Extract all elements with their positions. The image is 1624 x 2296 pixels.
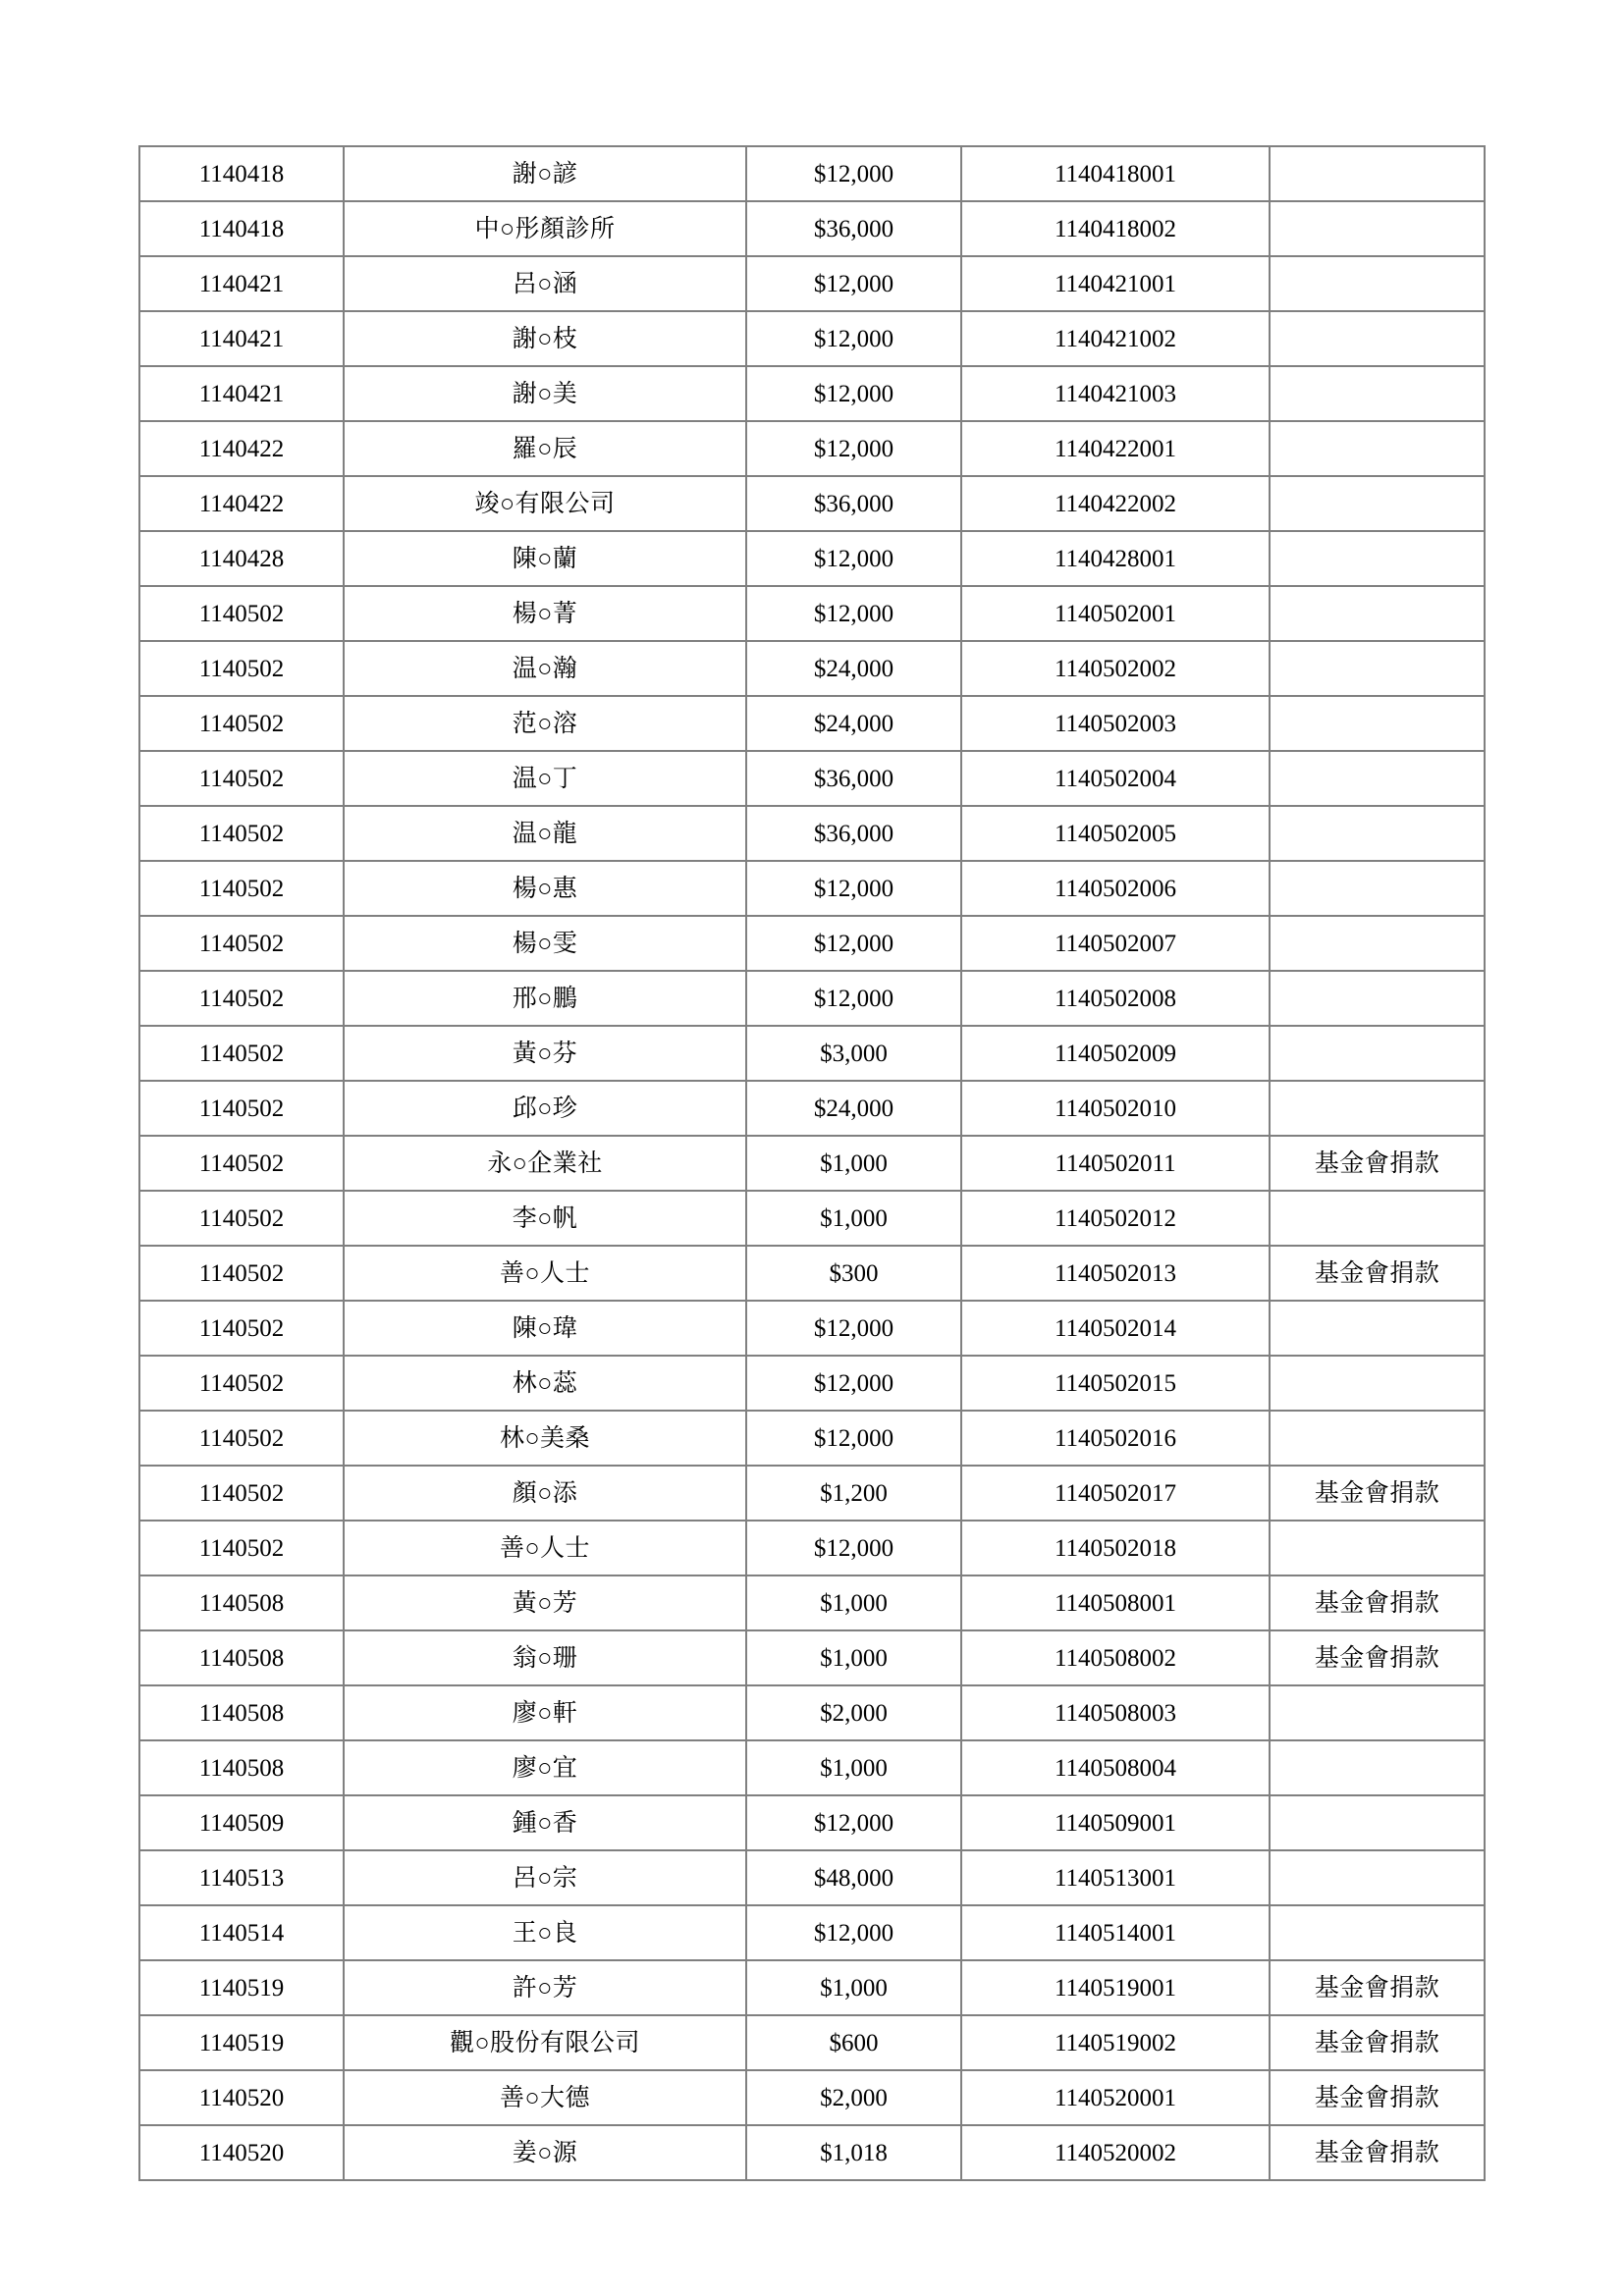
- donation-amount-cell: $12,000: [746, 1356, 961, 1411]
- receipt-number-cell: 1140519002: [961, 2015, 1270, 2070]
- note-cell: 基金會捐款: [1270, 2125, 1485, 2180]
- receipt-number-cell: 1140502002: [961, 641, 1270, 696]
- donation-amount-cell: $24,000: [746, 641, 961, 696]
- donor-name-cell: 謝○枝: [344, 311, 746, 366]
- receipt-number-cell: 1140502001: [961, 586, 1270, 641]
- donation-amount-cell: $12,000: [746, 1301, 961, 1356]
- donor-name-cell: 陳○瑋: [344, 1301, 746, 1356]
- table-row: [139, 971, 1485, 1026]
- receipt-number-cell: 1140422001: [961, 421, 1270, 476]
- table-row: [139, 366, 1485, 421]
- donation-date-cell: 1140502: [139, 806, 344, 861]
- donation-date-cell: 1140513: [139, 1850, 344, 1905]
- table-row: [139, 311, 1485, 366]
- donor-name-cell: 邱○珍: [344, 1081, 746, 1136]
- donor-name-cell: 呂○宗: [344, 1850, 746, 1905]
- receipt-number-cell: 1140520001: [961, 2070, 1270, 2125]
- donor-name-cell: 謝○美: [344, 366, 746, 421]
- donation-date-cell: 1140421: [139, 311, 344, 366]
- donation-date-cell: 1140514: [139, 1905, 344, 1960]
- donation-date-cell: 1140502: [139, 971, 344, 1026]
- table-row: [139, 476, 1485, 531]
- note-cell: [1270, 806, 1485, 861]
- table-row: [139, 1191, 1485, 1246]
- note-cell: [1270, 696, 1485, 751]
- donation-date-cell: 1140519: [139, 2015, 344, 2070]
- note-cell: [1270, 861, 1485, 916]
- donation-amount-cell: $36,000: [746, 201, 961, 256]
- donor-name-cell: 林○美桑: [344, 1411, 746, 1466]
- donation-date-cell: 1140502: [139, 1301, 344, 1356]
- table-row: [139, 531, 1485, 586]
- donation-date-cell: 1140502: [139, 1411, 344, 1466]
- receipt-number-cell: 1140508003: [961, 1685, 1270, 1740]
- receipt-number-cell: 1140502010: [961, 1081, 1270, 1136]
- donation-date-cell: 1140502: [139, 586, 344, 641]
- donor-name-cell: 范○溶: [344, 696, 746, 751]
- note-cell: [1270, 366, 1485, 421]
- donor-name-cell: 廖○軒: [344, 1685, 746, 1740]
- table-row: [139, 861, 1485, 916]
- donation-date-cell: 1140520: [139, 2070, 344, 2125]
- receipt-number-cell: 1140502016: [961, 1411, 1270, 1466]
- donation-amount-cell: $12,000: [746, 586, 961, 641]
- table-row: [139, 1685, 1485, 1740]
- donor-name-cell: 黃○芬: [344, 1026, 746, 1081]
- table-row: [139, 256, 1485, 311]
- donation-date-cell: 1140520: [139, 2125, 344, 2180]
- donation-date-cell: 1140502: [139, 1466, 344, 1521]
- table-row: [139, 1960, 1485, 2015]
- donation-date-cell: 1140502: [139, 641, 344, 696]
- note-cell: [1270, 916, 1485, 971]
- donor-name-cell: 中○彤顏診所: [344, 201, 746, 256]
- donor-name-cell: 黃○芳: [344, 1575, 746, 1630]
- note-cell: 基金會捐款: [1270, 1575, 1485, 1630]
- donation-amount-cell: $1,000: [746, 1960, 961, 2015]
- receipt-number-cell: 1140421003: [961, 366, 1270, 421]
- donation-date-cell: 1140422: [139, 421, 344, 476]
- donation-amount-cell: $1,018: [746, 2125, 961, 2180]
- donation-date-cell: 1140519: [139, 1960, 344, 2015]
- table-row: [139, 1301, 1485, 1356]
- receipt-number-cell: 1140514001: [961, 1905, 1270, 1960]
- table-row: [139, 1081, 1485, 1136]
- receipt-number-cell: 1140502018: [961, 1521, 1270, 1575]
- donation-amount-cell: $12,000: [746, 1411, 961, 1466]
- note-cell: [1270, 146, 1485, 201]
- donation-records-table: [138, 145, 1486, 2181]
- donation-amount-cell: $300: [746, 1246, 961, 1301]
- table-row: [139, 696, 1485, 751]
- receipt-number-cell: 1140502008: [961, 971, 1270, 1026]
- receipt-number-cell: 1140502003: [961, 696, 1270, 751]
- receipt-number-cell: 1140428001: [961, 531, 1270, 586]
- donation-amount-cell: $12,000: [746, 366, 961, 421]
- receipt-number-cell: 1140508004: [961, 1740, 1270, 1795]
- donor-name-cell: 陳○蘭: [344, 531, 746, 586]
- note-cell: 基金會捐款: [1270, 1466, 1485, 1521]
- donation-date-cell: 1140502: [139, 916, 344, 971]
- note-cell: [1270, 1356, 1485, 1411]
- table-row: [139, 641, 1485, 696]
- table-row: [139, 1136, 1485, 1191]
- note-cell: 基金會捐款: [1270, 1136, 1485, 1191]
- donor-name-cell: 善○人士: [344, 1246, 746, 1301]
- receipt-number-cell: 1140502004: [961, 751, 1270, 806]
- donor-name-cell: 竣○有限公司: [344, 476, 746, 531]
- note-cell: [1270, 1026, 1485, 1081]
- table-row: [139, 1850, 1485, 1905]
- table-row: [139, 1740, 1485, 1795]
- donor-name-cell: 觀○股份有限公司: [344, 2015, 746, 2070]
- note-cell: [1270, 421, 1485, 476]
- table-row: [139, 1246, 1485, 1301]
- donor-name-cell: 善○人士: [344, 1521, 746, 1575]
- donation-amount-cell: $2,000: [746, 2070, 961, 2125]
- donation-amount-cell: $12,000: [746, 311, 961, 366]
- donation-amount-cell: $48,000: [746, 1850, 961, 1905]
- donor-name-cell: 姜○源: [344, 2125, 746, 2180]
- donation-date-cell: 1140502: [139, 1026, 344, 1081]
- note-cell: [1270, 641, 1485, 696]
- donation-amount-cell: $1,000: [746, 1630, 961, 1685]
- donation-date-cell: 1140509: [139, 1795, 344, 1850]
- donation-amount-cell: $12,000: [746, 916, 961, 971]
- donor-name-cell: 呂○涵: [344, 256, 746, 311]
- note-cell: [1270, 971, 1485, 1026]
- donation-amount-cell: $36,000: [746, 806, 961, 861]
- donation-date-cell: 1140502: [139, 1246, 344, 1301]
- donor-name-cell: 温○龍: [344, 806, 746, 861]
- table-row: [139, 586, 1485, 641]
- donation-amount-cell: $24,000: [746, 1081, 961, 1136]
- note-cell: [1270, 256, 1485, 311]
- donor-name-cell: 楊○雯: [344, 916, 746, 971]
- donor-name-cell: 顏○添: [344, 1466, 746, 1521]
- donation-date-cell: 1140421: [139, 256, 344, 311]
- note-cell: [1270, 1411, 1485, 1466]
- table-row: [139, 1026, 1485, 1081]
- donation-amount-cell: $12,000: [746, 421, 961, 476]
- receipt-number-cell: 1140520002: [961, 2125, 1270, 2180]
- receipt-number-cell: 1140502015: [961, 1356, 1270, 1411]
- note-cell: [1270, 311, 1485, 366]
- note-cell: [1270, 751, 1485, 806]
- donation-date-cell: 1140502: [139, 861, 344, 916]
- donor-name-cell: 林○蕊: [344, 1356, 746, 1411]
- table-row: [139, 1521, 1485, 1575]
- table-row: [139, 751, 1485, 806]
- note-cell: [1270, 1685, 1485, 1740]
- donation-amount-cell: $24,000: [746, 696, 961, 751]
- donation-records-body: [139, 146, 1485, 2180]
- donation-date-cell: 1140418: [139, 146, 344, 201]
- donation-amount-cell: $3,000: [746, 1026, 961, 1081]
- table-row: [139, 916, 1485, 971]
- donation-amount-cell: $2,000: [746, 1685, 961, 1740]
- donor-name-cell: 温○瀚: [344, 641, 746, 696]
- receipt-number-cell: 1140509001: [961, 1795, 1270, 1850]
- table-row: [139, 2015, 1485, 2070]
- donation-date-cell: 1140508: [139, 1740, 344, 1795]
- table-row: [139, 1575, 1485, 1630]
- donation-date-cell: 1140502: [139, 1191, 344, 1246]
- donation-amount-cell: $1,000: [746, 1740, 961, 1795]
- note-cell: [1270, 1191, 1485, 1246]
- donation-date-cell: 1140502: [139, 696, 344, 751]
- receipt-number-cell: 1140502007: [961, 916, 1270, 971]
- donation-date-cell: 1140508: [139, 1685, 344, 1740]
- table-row: [139, 421, 1485, 476]
- donation-amount-cell: $12,000: [746, 1905, 961, 1960]
- receipt-number-cell: 1140502006: [961, 861, 1270, 916]
- note-cell: [1270, 1521, 1485, 1575]
- table-row: [139, 201, 1485, 256]
- donation-date-cell: 1140502: [139, 1356, 344, 1411]
- donation-amount-cell: $36,000: [746, 751, 961, 806]
- note-cell: [1270, 531, 1485, 586]
- donation-amount-cell: $36,000: [746, 476, 961, 531]
- donation-amount-cell: $12,000: [746, 1795, 961, 1850]
- donor-name-cell: 善○大德: [344, 2070, 746, 2125]
- note-cell: [1270, 476, 1485, 531]
- donation-date-cell: 1140502: [139, 751, 344, 806]
- donor-name-cell: 楊○惠: [344, 861, 746, 916]
- receipt-number-cell: 1140502017: [961, 1466, 1270, 1521]
- donation-date-cell: 1140502: [139, 1521, 344, 1575]
- receipt-number-cell: 1140519001: [961, 1960, 1270, 2015]
- receipt-number-cell: 1140502005: [961, 806, 1270, 861]
- table-row: [139, 2125, 1485, 2180]
- donation-date-cell: 1140422: [139, 476, 344, 531]
- donation-date-cell: 1140508: [139, 1575, 344, 1630]
- donation-date-cell: 1140508: [139, 1630, 344, 1685]
- table-row: [139, 1630, 1485, 1685]
- table-row: [139, 806, 1485, 861]
- donation-amount-cell: $12,000: [746, 256, 961, 311]
- donor-name-cell: 鍾○香: [344, 1795, 746, 1850]
- donation-amount-cell: $1,200: [746, 1466, 961, 1521]
- receipt-number-cell: 1140502013: [961, 1246, 1270, 1301]
- table-row: [139, 1411, 1485, 1466]
- note-cell: 基金會捐款: [1270, 1960, 1485, 2015]
- donor-name-cell: 翁○珊: [344, 1630, 746, 1685]
- donation-date-cell: 1140418: [139, 201, 344, 256]
- table-row: [139, 1795, 1485, 1850]
- receipt-number-cell: 1140421001: [961, 256, 1270, 311]
- receipt-number-cell: 1140508001: [961, 1575, 1270, 1630]
- donation-amount-cell: $1,000: [746, 1136, 961, 1191]
- donation-date-cell: 1140421: [139, 366, 344, 421]
- receipt-number-cell: 1140502009: [961, 1026, 1270, 1081]
- donation-amount-cell: $12,000: [746, 1521, 961, 1575]
- receipt-number-cell: 1140418001: [961, 146, 1270, 201]
- donor-name-cell: 李○帆: [344, 1191, 746, 1246]
- donor-name-cell: 温○丁: [344, 751, 746, 806]
- donation-date-cell: 1140502: [139, 1081, 344, 1136]
- receipt-number-cell: 1140418002: [961, 201, 1270, 256]
- note-cell: 基金會捐款: [1270, 2070, 1485, 2125]
- donation-amount-cell: $12,000: [746, 531, 961, 586]
- donor-name-cell: 永○企業社: [344, 1136, 746, 1191]
- donation-amount-cell: $12,000: [746, 861, 961, 916]
- note-cell: 基金會捐款: [1270, 1630, 1485, 1685]
- table-row: [139, 1466, 1485, 1521]
- donor-name-cell: 羅○辰: [344, 421, 746, 476]
- table-row: [139, 146, 1485, 201]
- donation-amount-cell: $12,000: [746, 971, 961, 1026]
- note-cell: [1270, 1081, 1485, 1136]
- table-row: [139, 1905, 1485, 1960]
- table-row: [139, 2070, 1485, 2125]
- note-cell: [1270, 1850, 1485, 1905]
- note-cell: 基金會捐款: [1270, 1246, 1485, 1301]
- donor-name-cell: 廖○宜: [344, 1740, 746, 1795]
- donor-name-cell: 王○良: [344, 1905, 746, 1960]
- note-cell: [1270, 586, 1485, 641]
- donor-name-cell: 邢○鵬: [344, 971, 746, 1026]
- receipt-number-cell: 1140513001: [961, 1850, 1270, 1905]
- note-cell: [1270, 1301, 1485, 1356]
- note-cell: [1270, 1905, 1485, 1960]
- donation-amount-cell: $600: [746, 2015, 961, 2070]
- note-cell: [1270, 1740, 1485, 1795]
- donation-date-cell: 1140502: [139, 1136, 344, 1191]
- note-cell: [1270, 201, 1485, 256]
- note-cell: 基金會捐款: [1270, 2015, 1485, 2070]
- receipt-number-cell: 1140502012: [961, 1191, 1270, 1246]
- donation-amount-cell: $12,000: [746, 146, 961, 201]
- donation-date-cell: 1140428: [139, 531, 344, 586]
- donation-amount-cell: $1,000: [746, 1191, 961, 1246]
- donor-name-cell: 楊○菁: [344, 586, 746, 641]
- receipt-number-cell: 1140422002: [961, 476, 1270, 531]
- donor-name-cell: 謝○諺: [344, 146, 746, 201]
- receipt-number-cell: 1140502014: [961, 1301, 1270, 1356]
- donor-name-cell: 許○芳: [344, 1960, 746, 2015]
- receipt-number-cell: 1140508002: [961, 1630, 1270, 1685]
- donation-amount-cell: $1,000: [746, 1575, 961, 1630]
- receipt-number-cell: 1140421002: [961, 311, 1270, 366]
- note-cell: [1270, 1795, 1485, 1850]
- receipt-number-cell: 1140502011: [961, 1136, 1270, 1191]
- table-row: [139, 1356, 1485, 1411]
